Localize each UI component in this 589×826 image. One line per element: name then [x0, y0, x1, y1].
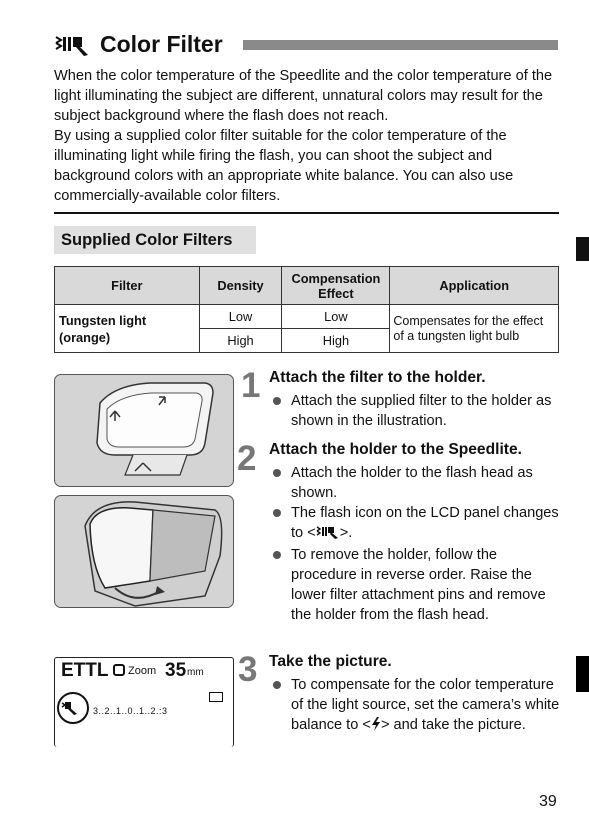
bullet-icon — [273, 551, 281, 559]
step-3-title: Take the picture. — [269, 653, 392, 670]
flash-icon — [371, 717, 381, 737]
lcd-panel-illustration — [54, 657, 234, 747]
intro-paragraph-2: By using a supplied color filter suitable for the color temperature of the illuminating light while firing the flash, you can shoot the subject and background colors with an appropriate white balance. You can also use commercially-available color filters. — [54, 128, 514, 204]
density-cell: High — [199, 329, 282, 353]
battery-icon — [209, 692, 223, 702]
step-1-list — [269, 391, 561, 431]
bullet-text: To remove the holder, follow the procedure in reverse order. Raise the lower filter attachment pins and remove the holder from the flash head. — [291, 547, 546, 623]
lcd-focal-unit: mm — [187, 667, 204, 678]
intro-divider — [54, 212, 559, 214]
speedlite-holder-illustration — [54, 495, 234, 608]
intro-text — [54, 66, 559, 206]
header-application: Application — [390, 267, 559, 305]
filter-name-cell: Tungsten light (orange) — [55, 305, 200, 353]
auto-zoom-icon — [113, 664, 125, 676]
step-2-title: Attach the holder to the Speedlite. — [269, 441, 522, 458]
bullet-text-suffix: > and take the picture. — [380, 717, 526, 733]
table-header-row — [55, 267, 559, 305]
lcd-zoom-label: Zoom — [128, 665, 157, 677]
application-cell: Compensates for the effect of a tungsten light bulb — [390, 305, 559, 353]
list-item — [269, 391, 561, 431]
lcd-mode: ETTL — [61, 660, 109, 681]
header-filter: Filter — [55, 267, 200, 305]
bullet-icon — [273, 681, 281, 689]
step-3-list — [269, 675, 561, 737]
page-number: 39 — [539, 793, 557, 810]
lcd-focal-length: 35 — [165, 660, 187, 681]
page-title: Color Filter — [100, 31, 223, 57]
step-2-list — [269, 463, 561, 625]
compensation-cell: Low — [282, 305, 390, 329]
bullet-icon — [273, 397, 281, 405]
density-cell: Low — [199, 305, 282, 329]
list-item — [269, 675, 561, 737]
bullet-icon — [273, 469, 281, 477]
table-row — [55, 305, 559, 329]
filter-holder-illustration — [54, 374, 234, 487]
header-compensation-effect: Compensation Effect — [282, 267, 390, 305]
color-filter-icon — [54, 33, 94, 57]
bullet-text-suffix: >. — [339, 525, 353, 541]
bullet-text: Attach the holder to the flash head as shown. — [291, 465, 533, 501]
title-rule-bar — [243, 40, 558, 50]
supplied-filters-table — [54, 266, 559, 353]
header-density: Density — [199, 267, 282, 305]
step-2-number: 2 — [237, 439, 257, 478]
chapter-tab-marker-lower — [576, 656, 589, 692]
bullet-text: The flash icon on the LCD panel changes to < — [291, 505, 559, 541]
bullet-icon — [273, 509, 281, 517]
bullet-text: Attach the supplied filter to the holder as shown in the illustration. — [291, 393, 552, 429]
compensation-cell: High — [282, 329, 390, 353]
color-filter-icon — [316, 525, 340, 545]
step-3-number: 3 — [238, 650, 258, 689]
list-item — [269, 545, 561, 625]
intro-paragraph-1: When the color temperature of the Speedlite and the color temperature of the light illuminating the subject are different, unnatural colors may result for the subject background where the flash does not reach. — [54, 68, 553, 124]
step-1-title: Attach the filter to the holder. — [269, 369, 486, 386]
section-title: Supplied Color Filters — [54, 226, 256, 254]
highlight-circle-icon — [57, 692, 89, 724]
chapter-tab-marker — [576, 237, 589, 261]
step-1-number: 1 — [241, 366, 261, 405]
list-item — [269, 463, 561, 503]
lcd-exposure-scale: 3..2..1..0..1..2.:3 — [93, 706, 168, 716]
list-item — [269, 503, 561, 545]
bullet-text: To compensate for the color temperature of the light source, set the camera’s white balance to < — [291, 677, 560, 733]
